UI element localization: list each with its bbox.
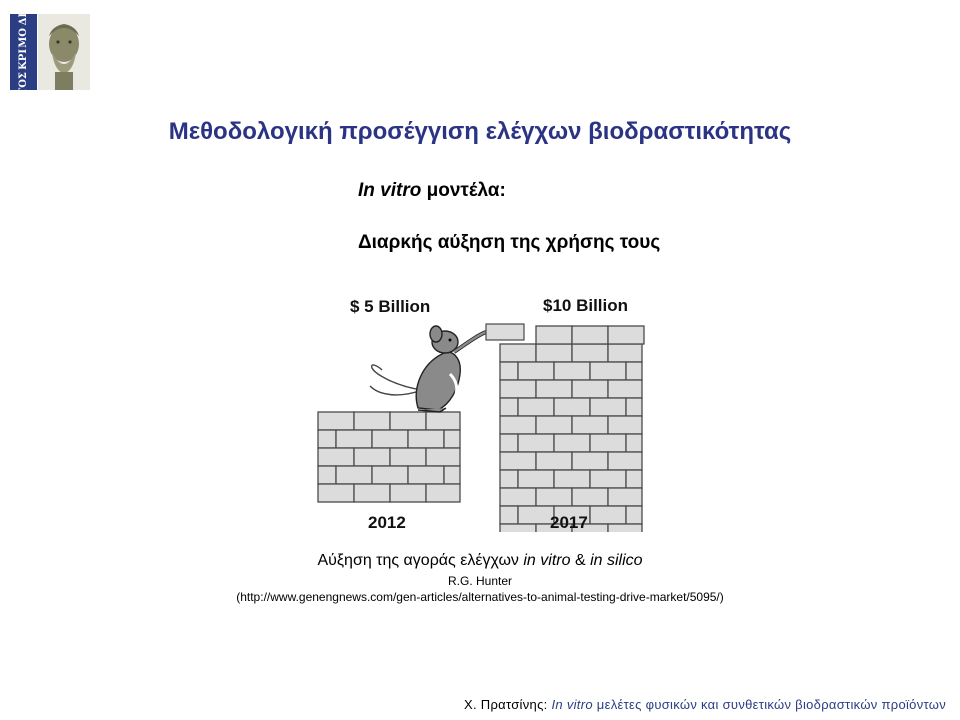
brick bbox=[318, 484, 354, 502]
brick bbox=[426, 484, 460, 502]
brick bbox=[500, 488, 536, 506]
brick bbox=[590, 506, 626, 524]
right-year-label: 2017 bbox=[550, 513, 588, 532]
brick bbox=[608, 380, 642, 398]
caption-italic2: in silico bbox=[590, 552, 643, 569]
brick bbox=[426, 448, 460, 466]
brick bbox=[354, 448, 390, 466]
brick bbox=[572, 488, 608, 506]
brick bbox=[518, 362, 554, 380]
footer-italic: In vitro bbox=[551, 697, 593, 712]
brick bbox=[500, 506, 518, 524]
logo-letter: ΔΗ bbox=[18, 8, 29, 26]
caption-italic1: in vitro bbox=[523, 552, 571, 569]
brick bbox=[626, 434, 642, 452]
brick bbox=[572, 416, 608, 434]
brick bbox=[572, 380, 608, 398]
brick bbox=[608, 524, 642, 532]
brick bbox=[590, 434, 626, 452]
brick bbox=[390, 412, 426, 430]
brick bbox=[536, 416, 572, 434]
brick bbox=[572, 344, 608, 362]
page-title: Μεθοδολογική προσέγγιση ελέγχων βιοδραστικότητας bbox=[168, 118, 792, 145]
brick bbox=[318, 430, 336, 448]
brick bbox=[518, 398, 554, 416]
brick bbox=[500, 452, 536, 470]
logo-letter: ΚΡΙ bbox=[18, 49, 29, 71]
brick bbox=[590, 398, 626, 416]
brick bbox=[536, 452, 572, 470]
brick bbox=[572, 326, 608, 344]
logo-letter: ΤΟΣ bbox=[18, 72, 29, 96]
brick bbox=[318, 412, 354, 430]
brick bbox=[444, 430, 460, 448]
brick bbox=[590, 362, 626, 380]
loose-brick bbox=[486, 324, 524, 340]
subtitle-rest: μοντέλα: bbox=[421, 180, 506, 201]
brick bbox=[500, 362, 518, 380]
figure-author: R.G. Hunter bbox=[447, 574, 513, 588]
brick bbox=[336, 430, 372, 448]
brick bbox=[372, 466, 408, 484]
brick bbox=[444, 466, 460, 484]
bust-image bbox=[38, 14, 90, 90]
left-brick-wall bbox=[318, 412, 460, 502]
brick bbox=[608, 416, 642, 434]
subtitle-italic: In vitro bbox=[358, 180, 422, 201]
footer-author: Χ. Πρατσίνης: bbox=[463, 697, 552, 712]
left-year-label: 2012 bbox=[368, 513, 406, 532]
brick bbox=[536, 488, 572, 506]
brick bbox=[608, 488, 642, 506]
brick bbox=[354, 484, 390, 502]
brick bbox=[372, 430, 408, 448]
brick bbox=[626, 470, 642, 488]
brick bbox=[626, 398, 642, 416]
brick bbox=[390, 484, 426, 502]
brick bbox=[318, 466, 336, 484]
brick bbox=[500, 398, 518, 416]
brick bbox=[536, 326, 572, 344]
brick bbox=[518, 506, 554, 524]
logo-strip bbox=[10, 8, 37, 96]
brick bbox=[536, 380, 572, 398]
left-value-label: $ 5 Billion bbox=[350, 297, 431, 316]
brick bbox=[408, 466, 444, 484]
brick bbox=[336, 466, 372, 484]
subtitle-growth: Διαρκής αύξηση της χρήσης τους bbox=[358, 232, 661, 253]
brick-wall-figure bbox=[300, 282, 660, 532]
right-brick-wall bbox=[500, 326, 644, 532]
brick bbox=[554, 398, 590, 416]
brick bbox=[536, 344, 572, 362]
caption-part1: Αύξηση της αγοράς ελέγχων bbox=[317, 552, 524, 569]
brick bbox=[500, 416, 536, 434]
logo-text bbox=[18, 8, 29, 95]
brick bbox=[572, 452, 608, 470]
brick bbox=[518, 434, 554, 452]
right-value-label: $10 Billion bbox=[543, 296, 629, 315]
logo-letter: ΜΟ bbox=[18, 27, 29, 48]
brick bbox=[500, 344, 536, 362]
slide-footer bbox=[464, 697, 946, 712]
brick bbox=[608, 344, 642, 362]
brick bbox=[626, 362, 642, 380]
brick bbox=[354, 412, 390, 430]
brick bbox=[500, 380, 536, 398]
brick bbox=[408, 430, 444, 448]
figure-source-link[interactable]: (http://www.genengnews.com/gen-articles/alternatives-to-animal-testing-drive-market/5095/) bbox=[236, 590, 724, 604]
subtitle-in-vitro-models bbox=[358, 180, 506, 202]
brick bbox=[500, 524, 536, 532]
brick bbox=[518, 470, 554, 488]
brick bbox=[500, 434, 518, 452]
figure-caption bbox=[0, 552, 960, 570]
brick bbox=[608, 452, 642, 470]
brick bbox=[554, 470, 590, 488]
caption-part2: & bbox=[570, 552, 591, 569]
brick bbox=[590, 470, 626, 488]
brick bbox=[554, 434, 590, 452]
brick bbox=[500, 470, 518, 488]
brick bbox=[626, 506, 642, 524]
brick bbox=[390, 448, 426, 466]
mouse-illustration bbox=[370, 326, 486, 412]
brick bbox=[318, 448, 354, 466]
brick bbox=[554, 362, 590, 380]
brick bbox=[426, 412, 460, 430]
footer-rest: μελέτες φυσικών και συνθετικών βιοδραστικών προϊόντων bbox=[592, 697, 946, 712]
brick bbox=[608, 326, 644, 344]
